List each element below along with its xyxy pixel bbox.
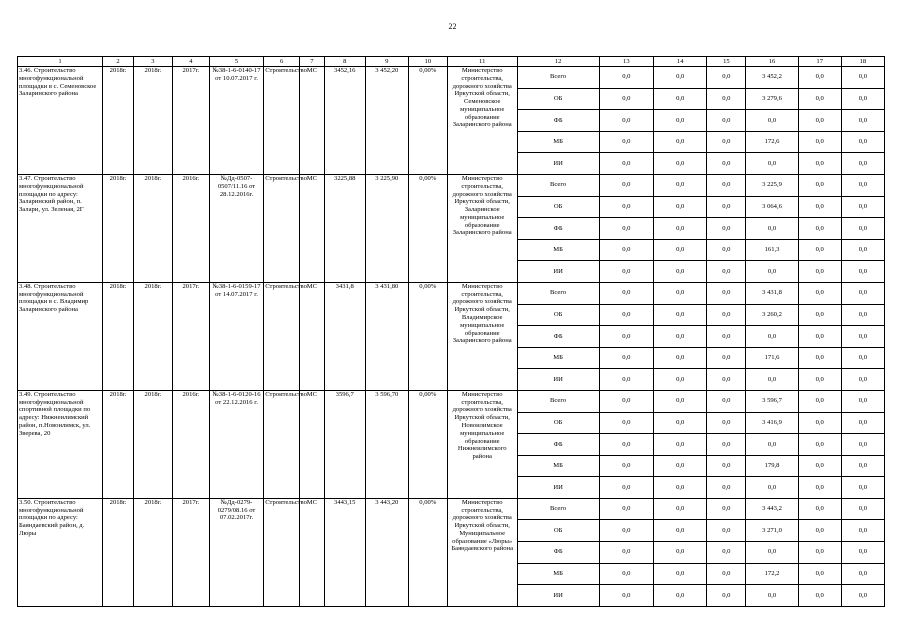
funding-value-cell: 0,0 — [707, 88, 746, 110]
column-number: 5 — [209, 57, 263, 67]
funding-source-cell: Всего — [517, 67, 599, 89]
funding-value-cell: 0,0 — [654, 434, 707, 456]
funding-value-cell: 0,0 — [654, 110, 707, 132]
funding-value-cell: 0,0 — [707, 498, 746, 520]
end-year-cell: 2018г. — [133, 390, 172, 498]
funding-value-cell: 0,0 — [707, 563, 746, 585]
column-number: 17 — [798, 57, 841, 67]
funding-value-cell: 0,0 — [654, 282, 707, 304]
funding-value-cell: 0,0 — [654, 520, 707, 542]
funding-value-cell: 0,0 — [654, 563, 707, 585]
funding-value-cell: 0,0 — [599, 347, 653, 369]
funding-value-cell: 0,0 — [707, 174, 746, 196]
page-number: 22 — [448, 22, 457, 31]
funding-value-cell: 0,0 — [654, 542, 707, 564]
funding-source-cell: Всего — [517, 282, 599, 304]
funding-value-cell: 0,0 — [654, 218, 707, 240]
funding-value-cell: 0,0 — [599, 218, 653, 240]
current-cost-cell: 3 225,90 — [365, 174, 408, 282]
funding-value-cell: 0,0 — [746, 585, 798, 607]
expertise-year-cell: 2016г. — [172, 174, 209, 282]
funding-value-cell: 0,0 — [599, 520, 653, 542]
funding-value-cell: 3 279,6 — [746, 88, 798, 110]
end-year-cell: 2018г. — [133, 498, 172, 606]
funding-value-cell: 0,0 — [599, 390, 653, 412]
funding-source-cell: ОБ — [517, 196, 599, 218]
customer-cell: Министерство строительства, дорожного хозяйства Иркутской области, Новоилимское муниципальное образование Нижнеилимского района — [447, 390, 517, 498]
funding-value-cell: 0,0 — [841, 153, 884, 175]
customer-cell: Министерство строительства, дорожного хозяйства Иркутской области, Семеновское муниципальное образование Заларинского района — [447, 67, 517, 175]
funding-value-cell: 0,0 — [798, 153, 841, 175]
funding-value-cell: 0,0 — [599, 434, 653, 456]
funding-value-cell: 3 260,2 — [746, 304, 798, 326]
column-number: 16 — [746, 57, 798, 67]
funding-value-cell: 0,0 — [841, 390, 884, 412]
funding-value-cell: 0,0 — [654, 261, 707, 283]
funding-value-cell: 0,0 — [798, 542, 841, 564]
funding-source-cell: Всего — [517, 498, 599, 520]
funding-source-cell: МБ — [517, 131, 599, 153]
work-type-cell: Строительство — [264, 174, 300, 282]
funding-value-cell: 0,0 — [746, 542, 798, 564]
funding-value-cell: 0,0 — [798, 196, 841, 218]
funding-value-cell: 0,0 — [798, 369, 841, 391]
capacity-unit-cell: МС — [300, 498, 325, 606]
funding-value-cell: 0,0 — [707, 304, 746, 326]
funding-value-cell: 0,0 — [654, 67, 707, 89]
column-number: 18 — [841, 57, 884, 67]
funding-value-cell: 0,0 — [746, 153, 798, 175]
funding-value-cell: 0,0 — [841, 261, 884, 283]
funding-value-cell: 0,0 — [654, 477, 707, 499]
funding-value-cell: 0,0 — [654, 88, 707, 110]
funding-source-cell: ОБ — [517, 88, 599, 110]
funding-value-cell: 0,0 — [841, 477, 884, 499]
funding-value-cell: 0,0 — [798, 347, 841, 369]
funding-value-cell: 0,0 — [707, 412, 746, 434]
capacity-unit-cell: МС — [300, 67, 325, 175]
funding-value-cell: 0,0 — [798, 455, 841, 477]
funding-value-cell: 3 431,8 — [746, 282, 798, 304]
funding-value-cell: 3 443,2 — [746, 498, 798, 520]
funding-value-cell: 0,0 — [841, 88, 884, 110]
column-number: 14 — [654, 57, 707, 67]
investment-table — [17, 56, 885, 607]
funding-value-cell: 0,0 — [654, 304, 707, 326]
customer-cell: Министерство строительства, дорожного хозяйства Иркутской области, Муниципальное образование «Люры» Баяндаевского района — [447, 498, 517, 606]
funding-value-cell: 0,0 — [599, 585, 653, 607]
funding-value-cell: 0,0 — [707, 110, 746, 132]
funding-value-cell: 0,0 — [841, 218, 884, 240]
funding-value-cell: 179,8 — [746, 455, 798, 477]
funding-value-cell: 0,0 — [841, 282, 884, 304]
funding-value-cell: 0,0 — [798, 88, 841, 110]
funding-value-cell: 0,0 — [798, 563, 841, 585]
funding-value-cell: 0,0 — [798, 498, 841, 520]
funding-value-cell: 172,2 — [746, 563, 798, 585]
current-cost-cell: 3 431,80 — [365, 282, 408, 390]
work-type-cell: Строительство — [264, 67, 300, 175]
funding-value-cell: 0,0 — [654, 196, 707, 218]
work-type-cell: Строительство — [264, 498, 300, 606]
funding-value-cell: 0,0 — [599, 477, 653, 499]
readiness-cell: 0,00% — [408, 390, 447, 498]
funding-value-cell: 0,0 — [654, 412, 707, 434]
funding-value-cell: 0,0 — [599, 412, 653, 434]
work-type-cell: Строительство — [264, 282, 300, 390]
funding-value-cell: 171,6 — [746, 347, 798, 369]
funding-value-cell: 0,0 — [798, 304, 841, 326]
funding-source-cell: МБ — [517, 347, 599, 369]
funding-source-cell: Всего — [517, 174, 599, 196]
funding-value-cell: 0,0 — [707, 67, 746, 89]
funding-value-cell: 0,0 — [841, 520, 884, 542]
funding-value-cell: 0,0 — [599, 304, 653, 326]
funding-value-cell: 0,0 — [599, 67, 653, 89]
column-number: 11 — [447, 57, 517, 67]
readiness-cell: 0,00% — [408, 282, 447, 390]
funding-source-cell: Всего — [517, 390, 599, 412]
funding-value-cell: 0,0 — [841, 563, 884, 585]
funding-value-cell: 0,0 — [841, 434, 884, 456]
end-year-cell: 2018г. — [133, 67, 172, 175]
funding-value-cell: 0,0 — [599, 196, 653, 218]
funding-value-cell: 0,0 — [798, 261, 841, 283]
funding-value-cell: 0,0 — [599, 261, 653, 283]
funding-value-cell: 0,0 — [707, 369, 746, 391]
start-year-cell: 2018г. — [103, 67, 134, 175]
funding-source-cell: МБ — [517, 455, 599, 477]
funding-value-cell: 0,0 — [599, 542, 653, 564]
expertise-number-cell: №38-1-6-0159-17 от 14.07.2017 г. — [209, 282, 263, 390]
funding-value-cell: 3 452,2 — [746, 67, 798, 89]
funding-value-cell: 0,0 — [841, 131, 884, 153]
funding-value-cell: 0,0 — [599, 153, 653, 175]
funding-value-cell: 0,0 — [654, 585, 707, 607]
start-year-cell: 2018г. — [103, 282, 134, 390]
customer-cell: Министерство строительства, дорожного хозяйства Иркутской области, Владимирское муниципальное образование Заларинского района — [447, 282, 517, 390]
funding-value-cell: 0,0 — [746, 369, 798, 391]
expertise-number-cell: №38-1-6-0120-16 от 22.12.2016 г. — [209, 390, 263, 498]
funding-value-cell: 0,0 — [707, 196, 746, 218]
current-cost-cell: 3 596,70 — [365, 390, 408, 498]
funding-value-cell: 0,0 — [746, 477, 798, 499]
readiness-cell: 0,00% — [408, 174, 447, 282]
estimated-cost-cell: 3431,8 — [324, 282, 365, 390]
readiness-cell: 0,00% — [408, 67, 447, 175]
funding-value-cell: 0,0 — [707, 455, 746, 477]
table-row — [18, 498, 885, 520]
funding-value-cell: 0,0 — [654, 326, 707, 348]
funding-source-cell: ФБ — [517, 542, 599, 564]
funding-value-cell: 0,0 — [707, 153, 746, 175]
funding-value-cell: 0,0 — [798, 585, 841, 607]
funding-value-cell: 0,0 — [654, 239, 707, 261]
funding-value-cell: 0,0 — [599, 110, 653, 132]
funding-value-cell: 0,0 — [798, 218, 841, 240]
funding-source-cell: ФБ — [517, 110, 599, 132]
table-row — [18, 390, 885, 412]
estimated-cost-cell: 3452,16 — [324, 67, 365, 175]
column-number: 7 — [300, 57, 325, 67]
column-number: 10 — [408, 57, 447, 67]
funding-value-cell: 3 225,9 — [746, 174, 798, 196]
funding-value-cell: 0,0 — [798, 67, 841, 89]
funding-value-cell: 0,0 — [798, 110, 841, 132]
capacity-unit-cell: МС — [300, 174, 325, 282]
funding-value-cell: 0,0 — [599, 239, 653, 261]
table-row — [18, 282, 885, 304]
object-name-cell: 3.46. Строительство многофункциональной площадки в с. Семеновское Заларинского района — [18, 67, 103, 175]
column-number: 13 — [599, 57, 653, 67]
object-name-cell: 3.50. Строительство многофункциональной площадки по адресу: Баяндаевский район, д. Люры — [18, 498, 103, 606]
funding-source-cell: ИИ — [517, 261, 599, 283]
expertise-year-cell: 2016г. — [172, 390, 209, 498]
funding-value-cell: 0,0 — [841, 196, 884, 218]
column-number: 15 — [707, 57, 746, 67]
funding-value-cell: 0,0 — [654, 347, 707, 369]
funding-value-cell: 0,0 — [654, 153, 707, 175]
column-number: 8 — [324, 57, 365, 67]
table-row — [18, 174, 885, 196]
funding-value-cell: 0,0 — [599, 174, 653, 196]
expertise-number-cell: №38-1-6-0140-17 от 10.07.2017 г. — [209, 67, 263, 175]
funding-value-cell: 0,0 — [599, 88, 653, 110]
funding-value-cell: 0,0 — [707, 261, 746, 283]
funding-value-cell: 0,0 — [599, 369, 653, 391]
funding-value-cell: 0,0 — [599, 455, 653, 477]
funding-source-cell: ФБ — [517, 218, 599, 240]
funding-source-cell: ФБ — [517, 326, 599, 348]
funding-value-cell: 0,0 — [707, 434, 746, 456]
funding-value-cell: 0,0 — [599, 282, 653, 304]
funding-value-cell: 0,0 — [746, 261, 798, 283]
funding-value-cell: 0,0 — [654, 455, 707, 477]
funding-value-cell: 0,0 — [841, 304, 884, 326]
column-number: 12 — [517, 57, 599, 67]
estimated-cost-cell: 3443,15 — [324, 498, 365, 606]
funding-value-cell: 0,0 — [654, 174, 707, 196]
funding-value-cell: 0,0 — [654, 390, 707, 412]
current-cost-cell: 3 443,20 — [365, 498, 408, 606]
funding-value-cell: 0,0 — [746, 326, 798, 348]
funding-value-cell: 172,6 — [746, 131, 798, 153]
funding-value-cell: 0,0 — [707, 239, 746, 261]
funding-value-cell: 0,0 — [841, 239, 884, 261]
readiness-cell: 0,00% — [408, 498, 447, 606]
funding-value-cell: 0,0 — [841, 498, 884, 520]
funding-value-cell: 0,0 — [746, 110, 798, 132]
customer-cell: Министерство строительства, дорожного хозяйства Иркутской области, Заларинское муниципальное образование Заларинского района — [447, 174, 517, 282]
funding-value-cell: 3 596,7 — [746, 390, 798, 412]
funding-value-cell: 0,0 — [841, 455, 884, 477]
end-year-cell: 2018г. — [133, 174, 172, 282]
column-number: 3 — [133, 57, 172, 67]
expertise-year-cell: 2017г. — [172, 282, 209, 390]
funding-value-cell: 0,0 — [798, 434, 841, 456]
start-year-cell: 2018г. — [103, 174, 134, 282]
estimated-cost-cell: 3596,7 — [324, 390, 365, 498]
capacity-unit-cell: МС — [300, 282, 325, 390]
column-number: 6 — [264, 57, 300, 67]
expertise-number-cell: №Дд-0507-0507/11.16 от 28.12.2016г. — [209, 174, 263, 282]
funding-source-cell: МБ — [517, 563, 599, 585]
funding-value-cell: 0,0 — [654, 369, 707, 391]
funding-value-cell: 0,0 — [841, 412, 884, 434]
work-type-cell: Строительство — [264, 390, 300, 498]
funding-value-cell: 0,0 — [599, 498, 653, 520]
column-number: 1 — [18, 57, 103, 67]
funding-source-cell: ФБ — [517, 434, 599, 456]
funding-value-cell: 0,0 — [654, 131, 707, 153]
funding-value-cell: 161,3 — [746, 239, 798, 261]
funding-value-cell: 0,0 — [599, 131, 653, 153]
estimated-cost-cell: 3225,88 — [324, 174, 365, 282]
funding-value-cell: 0,0 — [841, 369, 884, 391]
funding-value-cell: 0,0 — [798, 174, 841, 196]
funding-value-cell: 0,0 — [707, 326, 746, 348]
object-name-cell: 3.48. Строительство многофункциональной площадки в с. Владимир Заларинского района — [18, 282, 103, 390]
table-row — [18, 67, 885, 89]
funding-value-cell: 0,0 — [707, 477, 746, 499]
funding-source-cell: ИИ — [517, 153, 599, 175]
funding-value-cell: 3 271,0 — [746, 520, 798, 542]
funding-value-cell: 0,0 — [841, 347, 884, 369]
funding-source-cell: ИИ — [517, 369, 599, 391]
funding-value-cell: 0,0 — [798, 412, 841, 434]
funding-value-cell: 0,0 — [707, 218, 746, 240]
funding-value-cell: 0,0 — [707, 390, 746, 412]
funding-value-cell: 0,0 — [841, 67, 884, 89]
expertise-year-cell: 2017г. — [172, 67, 209, 175]
object-name-cell: 3.47. Строительство многофункциональной площадки по адресу: Заларинский район, п. Залари, ул. Зеленая, 2Г — [18, 174, 103, 282]
funding-source-cell: ИИ — [517, 585, 599, 607]
capacity-unit-cell: МС — [300, 390, 325, 498]
column-number-row — [18, 57, 885, 67]
expertise-year-cell: 2017г. — [172, 498, 209, 606]
funding-value-cell: 0,0 — [841, 585, 884, 607]
funding-value-cell: 0,0 — [798, 477, 841, 499]
current-cost-cell: 3 452,20 — [365, 67, 408, 175]
funding-value-cell: 0,0 — [599, 563, 653, 585]
column-number: 2 — [103, 57, 134, 67]
funding-value-cell: 0,0 — [707, 520, 746, 542]
start-year-cell: 2018г. — [103, 390, 134, 498]
funding-source-cell: ОБ — [517, 304, 599, 326]
funding-value-cell: 0,0 — [798, 282, 841, 304]
column-number: 4 — [172, 57, 209, 67]
funding-value-cell: 0,0 — [707, 282, 746, 304]
funding-source-cell: ОБ — [517, 520, 599, 542]
funding-value-cell: 0,0 — [707, 585, 746, 607]
funding-value-cell: 0,0 — [841, 110, 884, 132]
end-year-cell: 2018г. — [133, 282, 172, 390]
funding-value-cell: 3 064,6 — [746, 196, 798, 218]
object-name-cell: 3.49. Строительство многофункциональной спортивной площадки по адресу: Нижнеилимский район, п.Новоилимск, ул. Зверева, 20 — [18, 390, 103, 498]
funding-value-cell: 0,0 — [798, 390, 841, 412]
column-number: 9 — [365, 57, 408, 67]
funding-value-cell: 3 416,9 — [746, 412, 798, 434]
funding-source-cell: ИИ — [517, 477, 599, 499]
funding-source-cell: МБ — [517, 239, 599, 261]
funding-value-cell: 0,0 — [798, 131, 841, 153]
expertise-number-cell: №Дд-0279-0279/08.16 от 07.02.2017г. — [209, 498, 263, 606]
funding-value-cell: 0,0 — [798, 520, 841, 542]
funding-source-cell: ОБ — [517, 412, 599, 434]
start-year-cell: 2018г. — [103, 498, 134, 606]
funding-value-cell: 0,0 — [707, 542, 746, 564]
funding-value-cell: 0,0 — [746, 434, 798, 456]
funding-value-cell: 0,0 — [746, 218, 798, 240]
funding-value-cell: 0,0 — [599, 326, 653, 348]
funding-value-cell: 0,0 — [841, 542, 884, 564]
funding-value-cell: 0,0 — [798, 326, 841, 348]
funding-value-cell: 0,0 — [707, 131, 746, 153]
funding-value-cell: 0,0 — [798, 239, 841, 261]
funding-value-cell: 0,0 — [654, 498, 707, 520]
funding-value-cell: 0,0 — [841, 326, 884, 348]
funding-value-cell: 0,0 — [707, 347, 746, 369]
funding-value-cell: 0,0 — [841, 174, 884, 196]
